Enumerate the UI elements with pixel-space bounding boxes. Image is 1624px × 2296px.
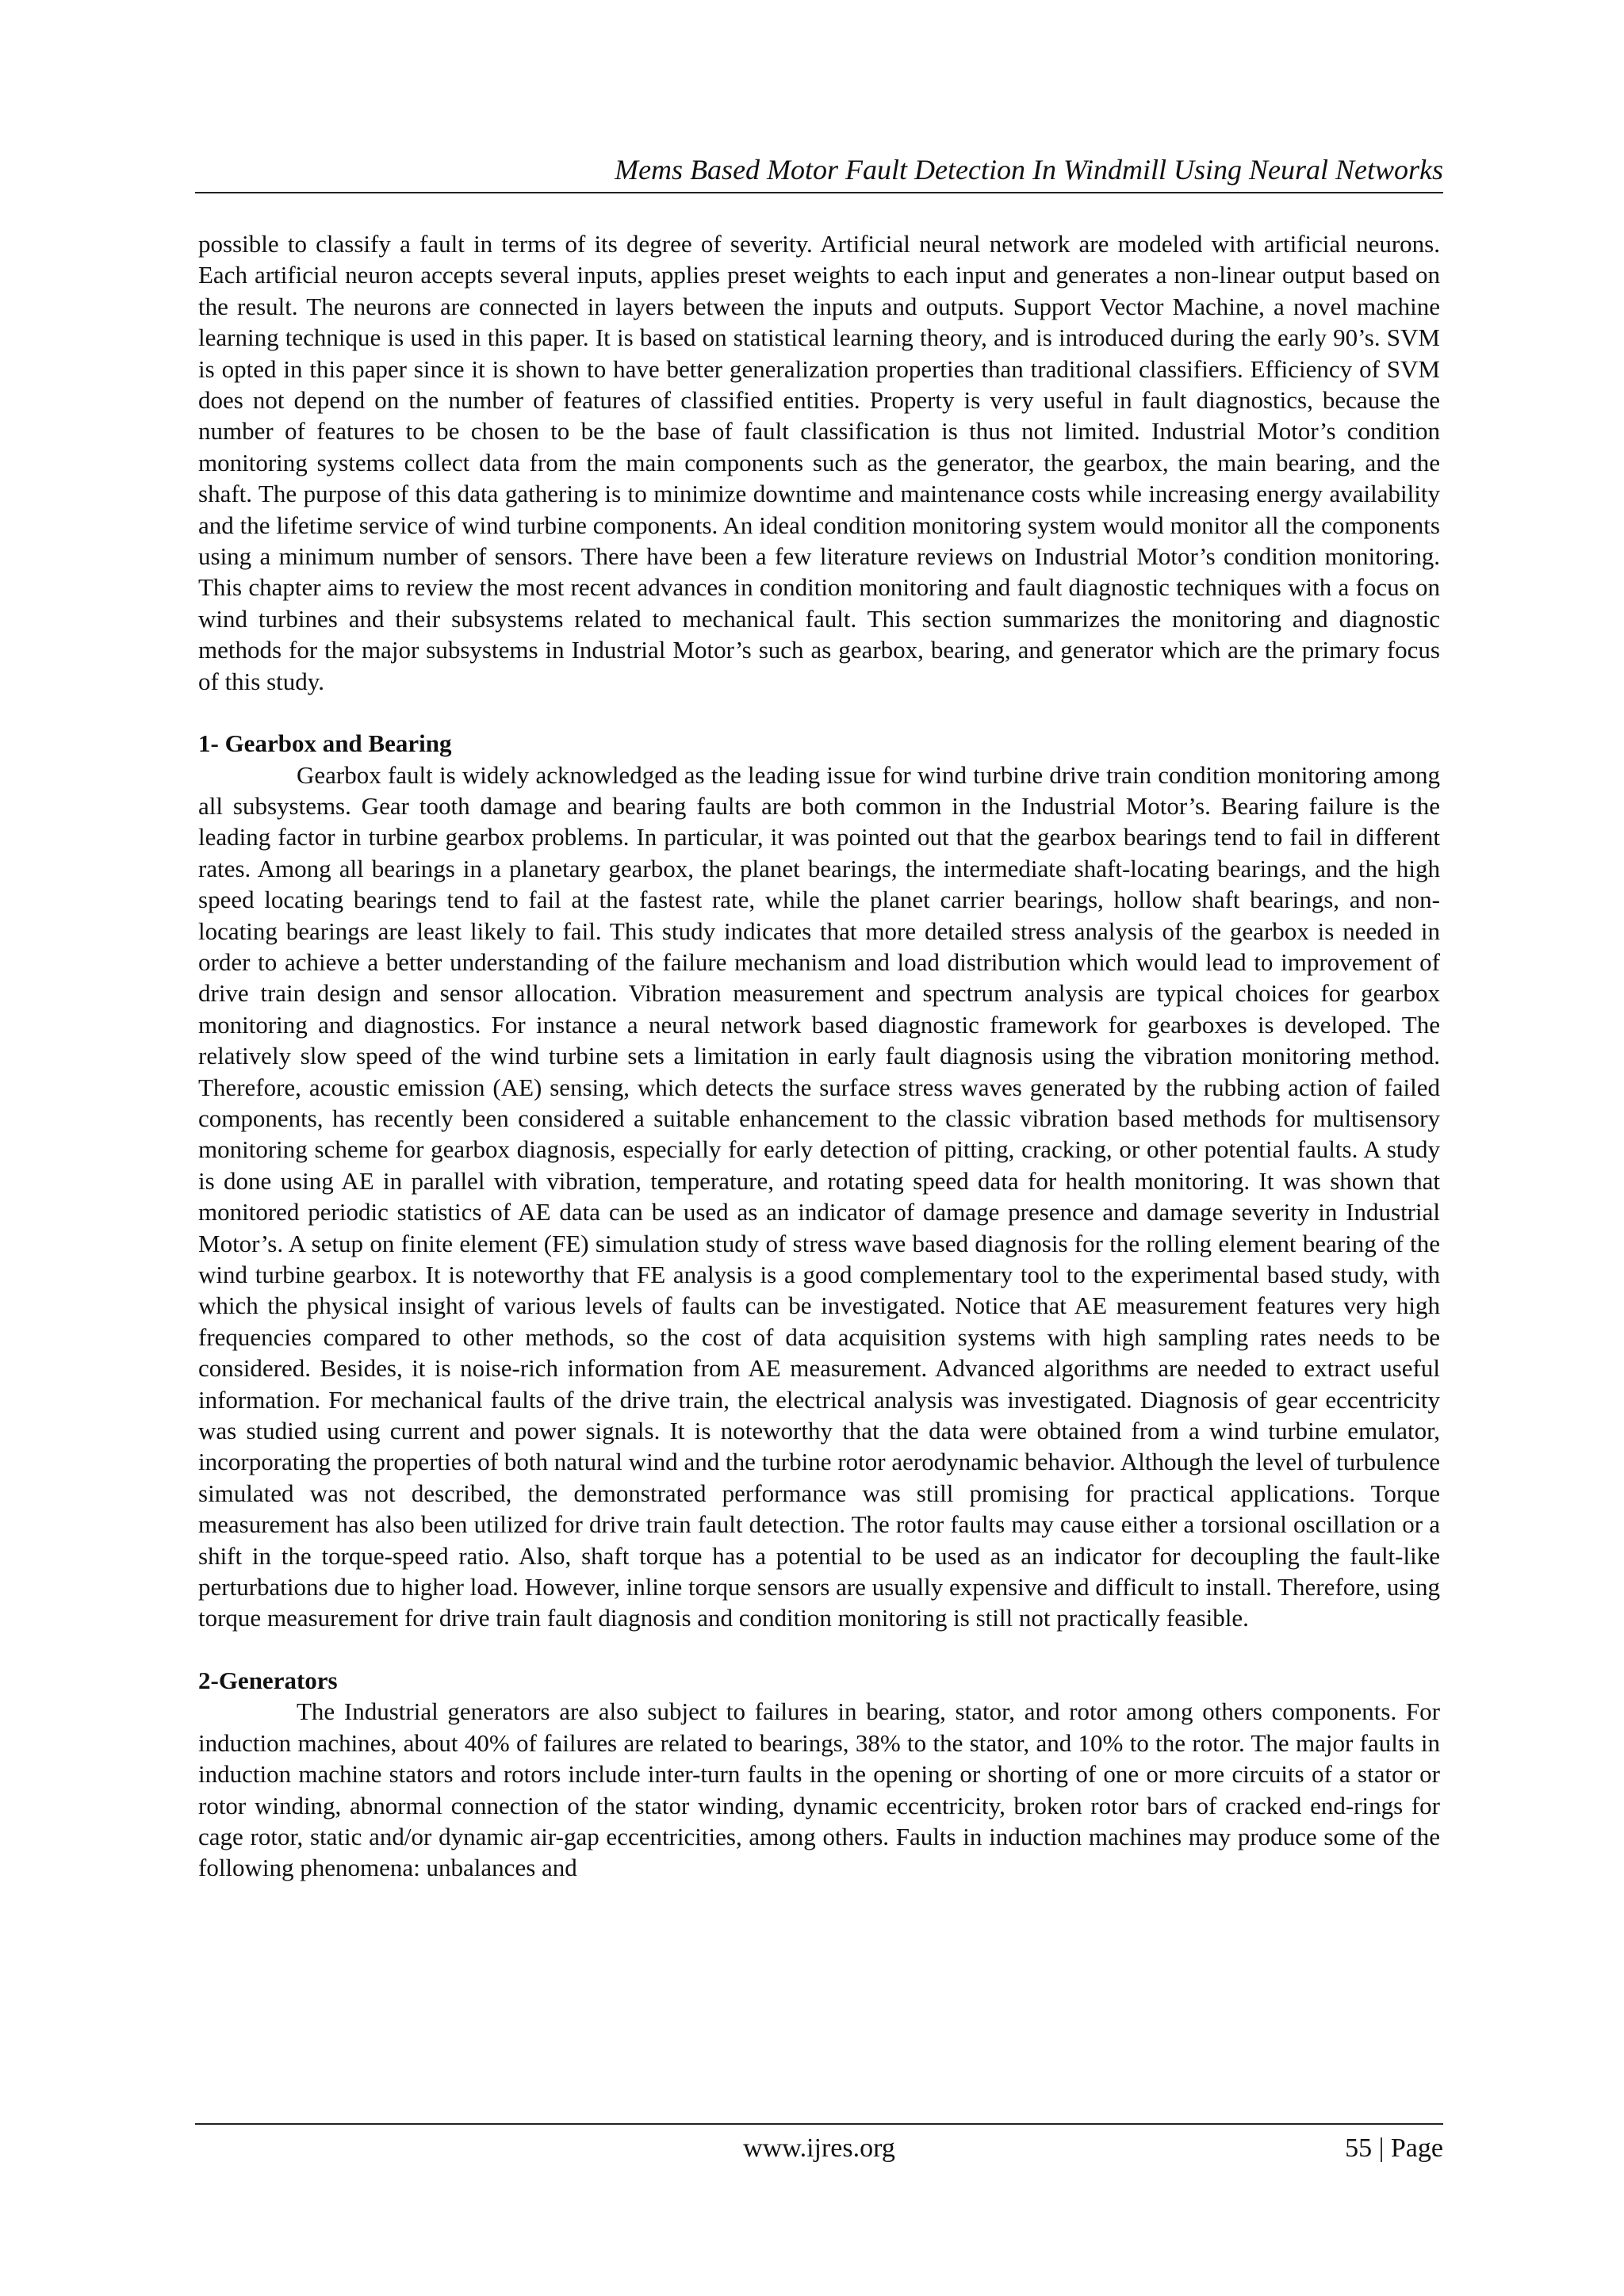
running-header xyxy=(195,152,1443,193)
paragraph-spacer xyxy=(198,1634,1440,1665)
section-text-gearbox: Gearbox fault is widely acknowledged as the leading issue for wind turbine drive train condition monitoring among all subsystems. Gear tooth damage and bearing faults are both common in the Industrial Motor’s. Bearing failure is the leading factor in turbine gearbox problems. In particular, it was pointed out that the gearbox bearings tend to fail in different rates. Among all bearings in a planetary gearbox, the planet bearings, the intermediate shaft-locating bearings, and the high speed locating bearings tend to fail at the fastest rate, while the planet carrier bearings, hollow shaft bearings, and non-locating bearings are least likely to fail. This study indicates that more detailed stress analysis of the gearbox is needed in order to achieve a better understanding of the failure mechanism and load distribution which would lead to improvement of drive train design and sensor allocation. Vibration measurement and spectrum analysis are typical choices for gearbox monitoring and diagnostics. For instance a neural network based diagnostic framework for gearboxes is developed. The relatively slow speed of the wind turbine sets a limitation in early fault diagnosis using the vibration monitoring method. Therefore, acoustic emission (AE) sensing, which detects the surface stress waves generated by the rubbing action of failed components, has recently been considered a suitable enhancement to the classic vibration based methods for multisensory monitoring scheme for gearbox diagnosis, especially for early detection of pitting, cracking, or other potential faults. A study is done using AE in parallel with vibration, temperature, and rotating speed data for health monitoring. It was shown that monitored periodic statistics of AE data can be used as an indicator of damage presence and damage severity in Industrial Motor’s. A setup on finite element (FE) simulation study of stress wave based diagnosis for the rolling element bearing of the wind turbine gearbox. It is noteworthy that FE analysis is a good complementary tool to the experimental based study, with which the physical insight of various levels of faults can be investigated. Notice that AE measurement features very high frequencies compared to other methods, so the cost of data acquisition systems with high sampling rates needs to be considered. Besides, it is noise-rich information from AE measurement. Advanced algorithms are needed to extract useful information. For mechanical faults of the drive train, the electrical analysis was investigated. Diagnosis of gear eccentricity was studied using current and power signals. It is noteworthy that the data were obtained from a wind turbine emulator, incorporating the properties of both natural wind and the turbine rotor aerodynamic behavior. Although the level of turbulence simulated was not described, the demonstrated performance was still promising for practical applications. Torque measurement has also been utilized for drive train fault detection. The rotor faults may cause either a torsional oscillation or a shift in the torque-speed ratio. Also, shaft torque has a potential to be used as an indicator for decoupling the fault-like perturbations due to higher load. However, inline torque sensors are usually expensive and difficult to install. Therefore, using torque measurement for drive train fault diagnosis and condition monitoring is still not practically feasible. xyxy=(198,760,1440,1632)
section-text-generators: The Industrial generators are also subject to failures in bearing, stator, and rotor among others components. For induction machines, about 40% of failures are related to bearings, 38% to the stator, and 10% to the rotor. The major faults in induction machine stators and rotors include inter-turn faults in the opening or shorting of one or more circuits of a stator or rotor winding, abnormal connection of the stator winding, dynamic eccentricity, broken rotor bars of cracked end-rings for cage rotor, static and/or dynamic air-gap eccentricities, among others. Faults in induction machines may produce some of the following phenomena: unbalances and xyxy=(198,1697,1440,1882)
section-heading-generators: 2-Generators xyxy=(198,1666,338,1694)
paragraph-spacer xyxy=(198,697,1440,728)
intro-paragraph: possible to classify a fault in terms of its degree of severity. Artificial neural network are modeled with artificial neurons. Each artificial neuron accepts several inputs, applies preset weights to each input and generates a non-linear output based on the result. The neurons are connected in layers between the inputs and outputs. Support Vector Machine, a novel machine learning technique is used in this paper. It is based on statistical learning theory, and is introduced during the early 90’s. SVM is opted in this paper since it is shown to have better generalization properties than traditional classifiers. Efficiency of SVM does not depend on the number of features of classified entities. Property is very useful in fault diagnostics, because the number of features to be chosen to be the base of fault classification is thus not limited. Industrial Motor’s condition monitoring systems collect data from the main components such as the generator, the gearbox, the main bearing, and the shaft. The purpose of this data gathering is to minimize downtime and maintenance costs while increasing energy availability and the lifetime service of wind turbine components. An ideal condition monitoring system would monitor all the components using a minimum number of sensors. There have been a few literature reviews on Industrial Motor’s condition monitoring. This chapter aims to review the most recent advances in condition monitoring and fault diagnostic techniques with a focus on wind turbines and their subsystems related to mechanical fault. This section summarizes the monitoring and diagnostic methods for the major subsystems in Industrial Motor’s such as gearbox, bearing, and generator which are the primary focus of this study. xyxy=(198,230,1440,695)
paper-title: Mems Based Motor Fault Detection In Windmill Using Neural Networks xyxy=(615,154,1443,186)
section-heading-gearbox: 1- Gearbox and Bearing xyxy=(198,729,452,758)
page-body xyxy=(198,228,1440,1884)
journal-website: www.ijres.org xyxy=(743,2133,895,2163)
page-number: 55 | Page xyxy=(1345,2133,1443,2163)
running-footer xyxy=(195,2123,1443,2168)
